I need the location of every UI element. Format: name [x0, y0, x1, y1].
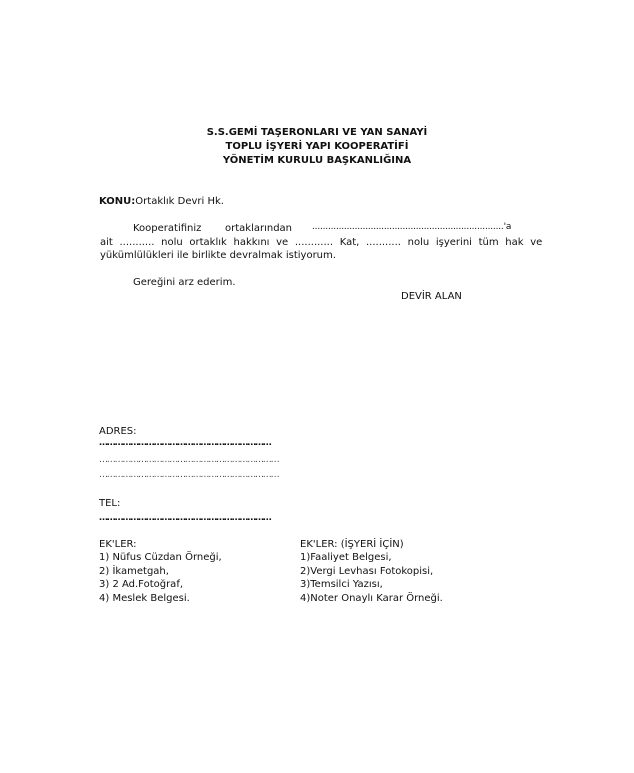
- body-p1-line-3: yükümlülükleri ile birlikte devralmak istiyorum.: [100, 250, 336, 261]
- attachments-right-item: 4)Noter Onaylı Karar Örneği.: [300, 592, 443, 604]
- body-p2: Gereğini arz ederim.: [133, 277, 236, 288]
- body-p1-word-1: Kooperatifiniz: [133, 223, 202, 234]
- address-line-3: ……………………………………………………………: [99, 470, 279, 480]
- subject-label: KONU:: [99, 196, 136, 207]
- header-line-1: S.S.GEMİ TAŞERONLARI VE YAN SANAYİ: [206, 127, 428, 138]
- attachments-left: [99, 538, 222, 605]
- attachments-right: [300, 538, 443, 605]
- address-label: ADRES:: [99, 426, 137, 437]
- signer-label: DEVİR ALAN: [401, 291, 462, 302]
- header-line-2: TOPLU İŞYERİ YAPI KOOPERATİFİ: [225, 141, 409, 152]
- attachments-left-title: EK'LER:: [99, 539, 137, 550]
- attachments-left-item: 2) İkametgah,: [99, 565, 169, 577]
- address-line-1: …………………………………………………………: [99, 438, 271, 448]
- phone-line-1: …………………………………………………………: [99, 513, 271, 523]
- attachments-left-item: 4) Meslek Belgesi.: [99, 592, 190, 604]
- attachments-left-item: 3) 2 Ad.Fotoğraf,: [99, 579, 184, 591]
- attachments-right-title: EK'LER: (İŞYERİ İÇİN): [300, 539, 404, 550]
- subject-line: [99, 195, 224, 208]
- attachments-right-item: 3)Temsilci Yazısı,: [300, 579, 383, 591]
- body-p1-dots: ........................................................................'a: [312, 222, 512, 232]
- attachments-left-item: 1) Nüfus Cüzdan Örneği,: [99, 552, 222, 564]
- document-header: [0, 126, 634, 168]
- header-line-3: YÖNETİM KURULU BAŞKANLIĞINA: [222, 155, 412, 166]
- attachments-right-item: 2)Vergi Levhası Fotokopisi,: [300, 565, 434, 577]
- address-line-2: ……………………………………………………………: [99, 455, 279, 465]
- body-p1-word-2: ortaklarından: [225, 223, 293, 234]
- phone-label: TEL:: [99, 498, 121, 509]
- body-p1-line-2: ait ........... nolu ortaklık hakkını ve ............ Kat, ........... nolu işyerini tüm hak ve: [100, 237, 543, 248]
- subject-value: Ortaklık Devri Hk.: [135, 196, 224, 207]
- attachments-right-item: 1)Faaliyet Belgesi,: [300, 552, 392, 564]
